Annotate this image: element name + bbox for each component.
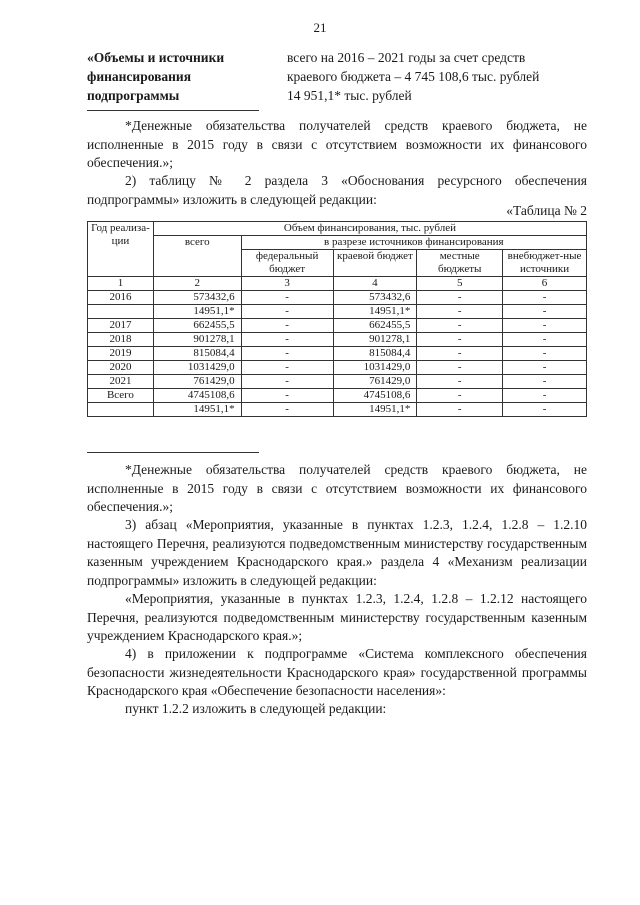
header-federal: федеральный бюджет xyxy=(241,250,333,277)
cell-federal: - xyxy=(241,319,333,333)
header-by-sources: в разрезе источников финансирования xyxy=(241,236,586,250)
table-row xyxy=(88,389,587,403)
cell-year: Всего xyxy=(88,389,154,403)
cell-local: - xyxy=(417,291,503,305)
item-3: 3) абзац «Мероприятия, указанные в пунктах 1.2.3, 1.2.4, 1.2.8 – 1.2.10 настоящего Перечня, реализуются подведомственным министерству государственным казенным учреждением Краснодарского края.» раздела 4 «Механизм реализации подпрограммы» изложить в следующей редакции: xyxy=(87,517,587,588)
cell-extra: - xyxy=(503,361,587,375)
cell-regional: 14951,1* xyxy=(333,305,417,319)
page-number: 21 xyxy=(313,20,327,35)
cell-extra: - xyxy=(503,347,587,361)
col-number: 3 xyxy=(241,277,333,291)
cell-year: 2016 xyxy=(88,291,154,305)
col-number: 4 xyxy=(333,277,417,291)
cell-year xyxy=(88,305,154,319)
table-row xyxy=(88,403,587,417)
cell-local: - xyxy=(417,375,503,389)
table-row xyxy=(88,361,587,375)
cell-year: 2020 xyxy=(88,361,154,375)
header-label-line: финансирования xyxy=(87,69,192,84)
header-total: всего xyxy=(153,236,241,277)
cell-total: 14951,1* xyxy=(153,403,241,417)
table-header-row xyxy=(88,222,587,236)
item-2: 2) таблицу № 2 раздела 3 «Обоснования ресурсного обеспечения подпрограммы» изложить в следующей редакции: xyxy=(87,173,587,207)
col-number: 2 xyxy=(153,277,241,291)
cell-local: - xyxy=(417,305,503,319)
table-row xyxy=(88,347,587,361)
cell-federal: - xyxy=(241,305,333,319)
cell-extra: - xyxy=(503,403,587,417)
cell-year xyxy=(88,403,154,417)
header-local: местные бюджеты xyxy=(417,250,503,277)
header-volume: Объем финансирования, тыс. рублей xyxy=(153,222,586,236)
item-4: 4) в приложении к подпрограмме «Система комплексного обеспечения безопасности жизнедеятельности Краснодарского края» государственной программы Краснодарского края «Обеспечение безопасности населения»: xyxy=(87,646,587,698)
cell-regional: 761429,0 xyxy=(333,375,417,389)
cell-year: 2017 xyxy=(88,319,154,333)
table-row xyxy=(88,375,587,389)
footnote-1: *Денежные обязательства получателей средств краевого бюджета, не исполненные в 2015 году в связи с отсутствием возможности их финансового обеспечения.»; xyxy=(87,118,587,170)
cell-total: 4745108,6 xyxy=(153,389,241,403)
header-value-line: краевого бюджета – 4 745 108,6 тыс. рублей xyxy=(287,69,540,84)
cell-total: 761429,0 xyxy=(153,375,241,389)
header-label xyxy=(87,48,277,105)
header-extra: внебюджет-ные источники xyxy=(503,250,587,277)
header-value xyxy=(287,48,587,105)
cell-total: 901278,1 xyxy=(153,333,241,347)
cell-total: 662455,5 xyxy=(153,319,241,333)
cell-total: 14951,1* xyxy=(153,305,241,319)
cell-regional: 1031429,0 xyxy=(333,361,417,375)
col-number: 1 xyxy=(88,277,154,291)
cell-total: 1031429,0 xyxy=(153,361,241,375)
cell-extra: - xyxy=(503,375,587,389)
table-row xyxy=(88,291,587,305)
item-4-sub: пункт 1.2.2 изложить в следующей редакции: xyxy=(125,701,387,716)
cell-local: - xyxy=(417,333,503,347)
cell-local: - xyxy=(417,347,503,361)
cell-regional: 14951,1* xyxy=(333,403,417,417)
cell-year: 2021 xyxy=(88,375,154,389)
table-row xyxy=(88,305,587,319)
cell-extra: - xyxy=(503,291,587,305)
cell-federal: - xyxy=(241,333,333,347)
cell-federal: - xyxy=(241,291,333,305)
cell-extra: - xyxy=(503,333,587,347)
cell-federal: - xyxy=(241,347,333,361)
cell-extra: - xyxy=(503,319,587,333)
cell-regional: 901278,1 xyxy=(333,333,417,347)
header-label-line: «Объемы и источники xyxy=(87,50,225,65)
table-body xyxy=(88,291,587,417)
table-col-numbers xyxy=(88,277,587,291)
cell-total: 815084,4 xyxy=(153,347,241,361)
cell-regional: 815084,4 xyxy=(333,347,417,361)
cell-extra: - xyxy=(503,305,587,319)
header-year: Год реализа-ции xyxy=(88,222,154,277)
table-row xyxy=(88,319,587,333)
col-number: 6 xyxy=(503,277,587,291)
cell-regional: 4745108,6 xyxy=(333,389,417,403)
cell-total: 573432,6 xyxy=(153,291,241,305)
cell-year: 2019 xyxy=(88,347,154,361)
header-value-line: всего на 2016 – 2021 годы за счет средств xyxy=(287,50,526,65)
cell-local: - xyxy=(417,361,503,375)
table-row xyxy=(88,333,587,347)
cell-year: 2018 xyxy=(88,333,154,347)
header-value-line: 14 951,1* тыс. рублей xyxy=(287,88,412,103)
table-header-row xyxy=(88,236,587,250)
cell-local: - xyxy=(417,389,503,403)
header-label-line: подпрограммы xyxy=(87,88,180,103)
cell-extra: - xyxy=(503,389,587,403)
cell-federal: - xyxy=(241,375,333,389)
financing-table xyxy=(87,221,587,417)
cell-local: - xyxy=(417,319,503,333)
item-3-quote: «Мероприятия, указанные в пунктах 1.2.3, 1.2.4, 1.2.8 – 1.2.12 настоящего Перечня, реализуются подведомственным министерству государственным казенным учреждением Краснодарского края.»; xyxy=(87,591,587,643)
footnote-2: *Денежные обязательства получателей средств краевого бюджета, не исполненные в 2015 году в связи с отсутствием возможности их финансового обеспечения.»; xyxy=(87,462,587,514)
col-number: 5 xyxy=(417,277,503,291)
cell-federal: - xyxy=(241,389,333,403)
cell-regional: 573432,6 xyxy=(333,291,417,305)
footnote-divider xyxy=(87,110,259,111)
cell-local: - xyxy=(417,403,503,417)
table-caption: «Таблица № 2 xyxy=(506,203,587,218)
footnote-divider xyxy=(87,452,259,453)
cell-federal: - xyxy=(241,361,333,375)
header-regional: краевой бюджет xyxy=(333,250,417,277)
cell-regional: 662455,5 xyxy=(333,319,417,333)
cell-federal: - xyxy=(241,403,333,417)
